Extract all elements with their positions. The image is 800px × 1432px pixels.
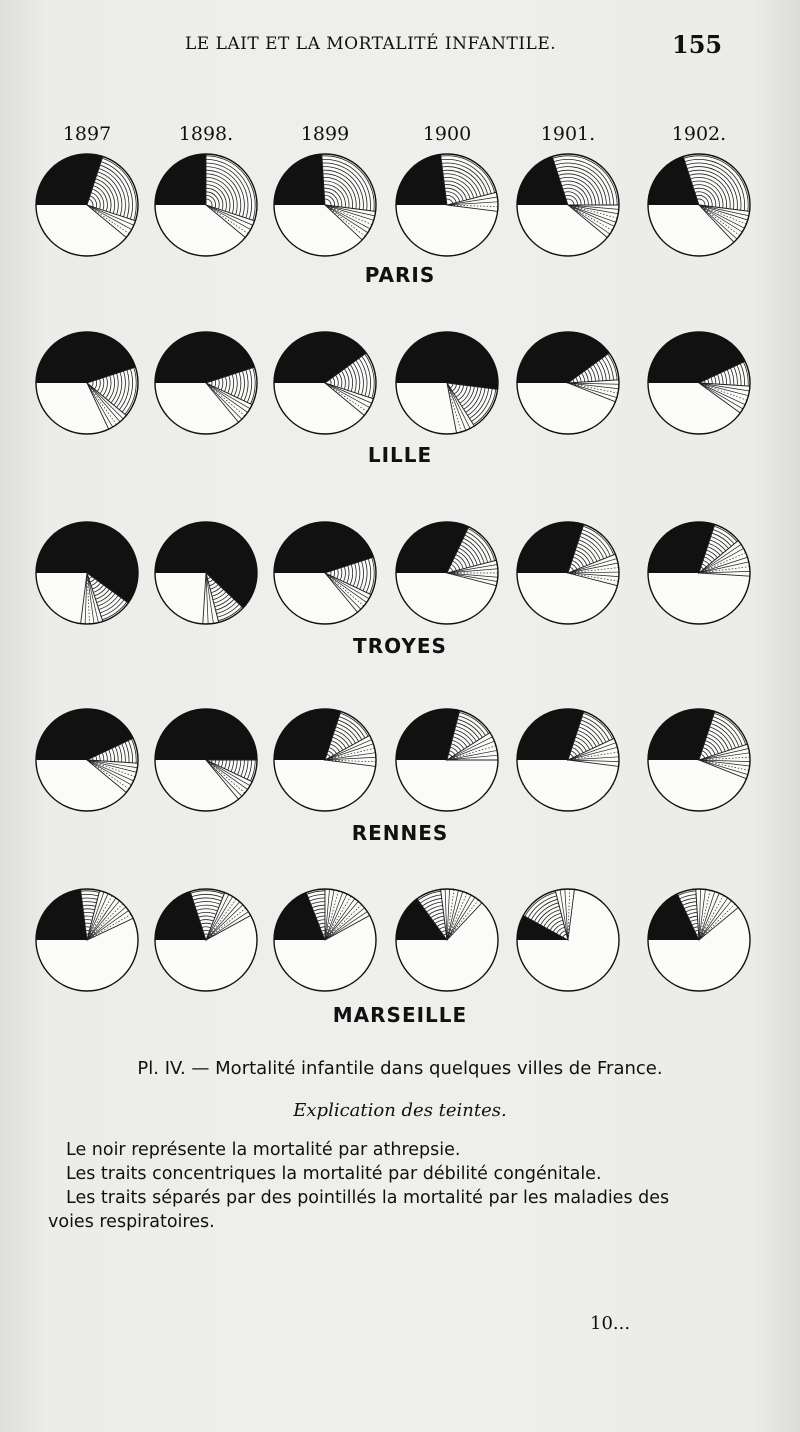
year-label-1899: 1899 [300,123,350,145]
pie-rennes-1902 [648,709,750,811]
pie-lille-1898 [155,332,257,434]
pie-paris-1898 [155,154,257,256]
city-label-marseille: MARSEILLE [332,1003,468,1027]
pie-slice-debilite [322,154,376,211]
pie-marseille-1902 [648,889,750,991]
signature-mark: 10... [590,1313,631,1334]
year-label-1902: 1902. [671,123,727,145]
year-label-1898: 1898. [178,123,234,145]
pie-troyes-1897 [36,522,138,624]
year-label-1897: 1897 [62,123,112,145]
pie-marseille-1897 [36,889,138,991]
pie-troyes-1898 [155,522,257,624]
legend-line-respiratoires: Les traits séparés par des pointillés la mortalité par les maladies des [66,1188,670,1208]
legend-line-debilite: Les traits concentriques la mortalité par débilité congénitale. [66,1164,602,1184]
city-label-lille: LILLE [367,443,433,467]
pie-slice-athrepsie [274,154,325,205]
pie-slice-athrepsie [155,154,206,205]
pie-troyes-1902 [648,522,750,624]
pie-rennes-1901 [517,709,619,811]
year-label-1901: 1901. [540,123,596,145]
pie-slice-athrepsie [396,332,498,389]
pie-troyes-1900 [396,522,498,624]
pie-rennes-1899 [274,709,376,811]
pie-marseille-1901 [517,889,619,991]
year-label-1900: 1900 [422,123,472,145]
pie-lille-1899 [274,332,376,434]
pie-lille-1897 [36,332,138,434]
legend-line-respiratoires-cont: voies respiratoires. [48,1212,215,1232]
pie-marseille-1900 [396,889,498,991]
pie-slice-athrepsie [396,154,447,205]
pie-troyes-1901 [517,522,619,624]
page-number: 155 [672,30,723,59]
pie-lille-1900 [396,332,498,434]
pie-lille-1902 [648,332,750,434]
pie-marseille-1899 [274,889,376,991]
pie-paris-1902 [648,154,750,256]
pie-rennes-1898 [155,709,257,811]
legend [48,1138,748,1234]
pie-paris-1901 [517,154,619,256]
running-head: LE LAIT ET LA MORTALITÉ INFANTILE. [185,34,557,54]
city-label-paris: PARIS [364,263,436,287]
city-label-troyes: TROYES [353,634,447,658]
pie-rennes-1897 [36,709,138,811]
pie-troyes-1899 [274,522,376,624]
pie-paris-1900 [396,154,498,256]
pie-slice-athrepsie [36,889,87,940]
chart-caption: Pl. IV. — Mortalité infantile dans quelques villes de France. [137,1058,663,1079]
pie-lille-1901 [517,332,619,434]
pie-slice-athrepsie [155,709,257,760]
pie-paris-1897 [36,154,138,256]
city-label-rennes: RENNES [351,821,449,845]
year-labels [63,123,726,145]
pie-rennes-1900 [396,709,498,811]
pie-paris-1899 [274,154,376,256]
pie-marseille-1898 [155,889,257,991]
legend-title: Explication des teintes. [293,1100,507,1121]
legend-line-athrepsie: Le noir représente la mortalité par athrepsie. [66,1140,461,1160]
